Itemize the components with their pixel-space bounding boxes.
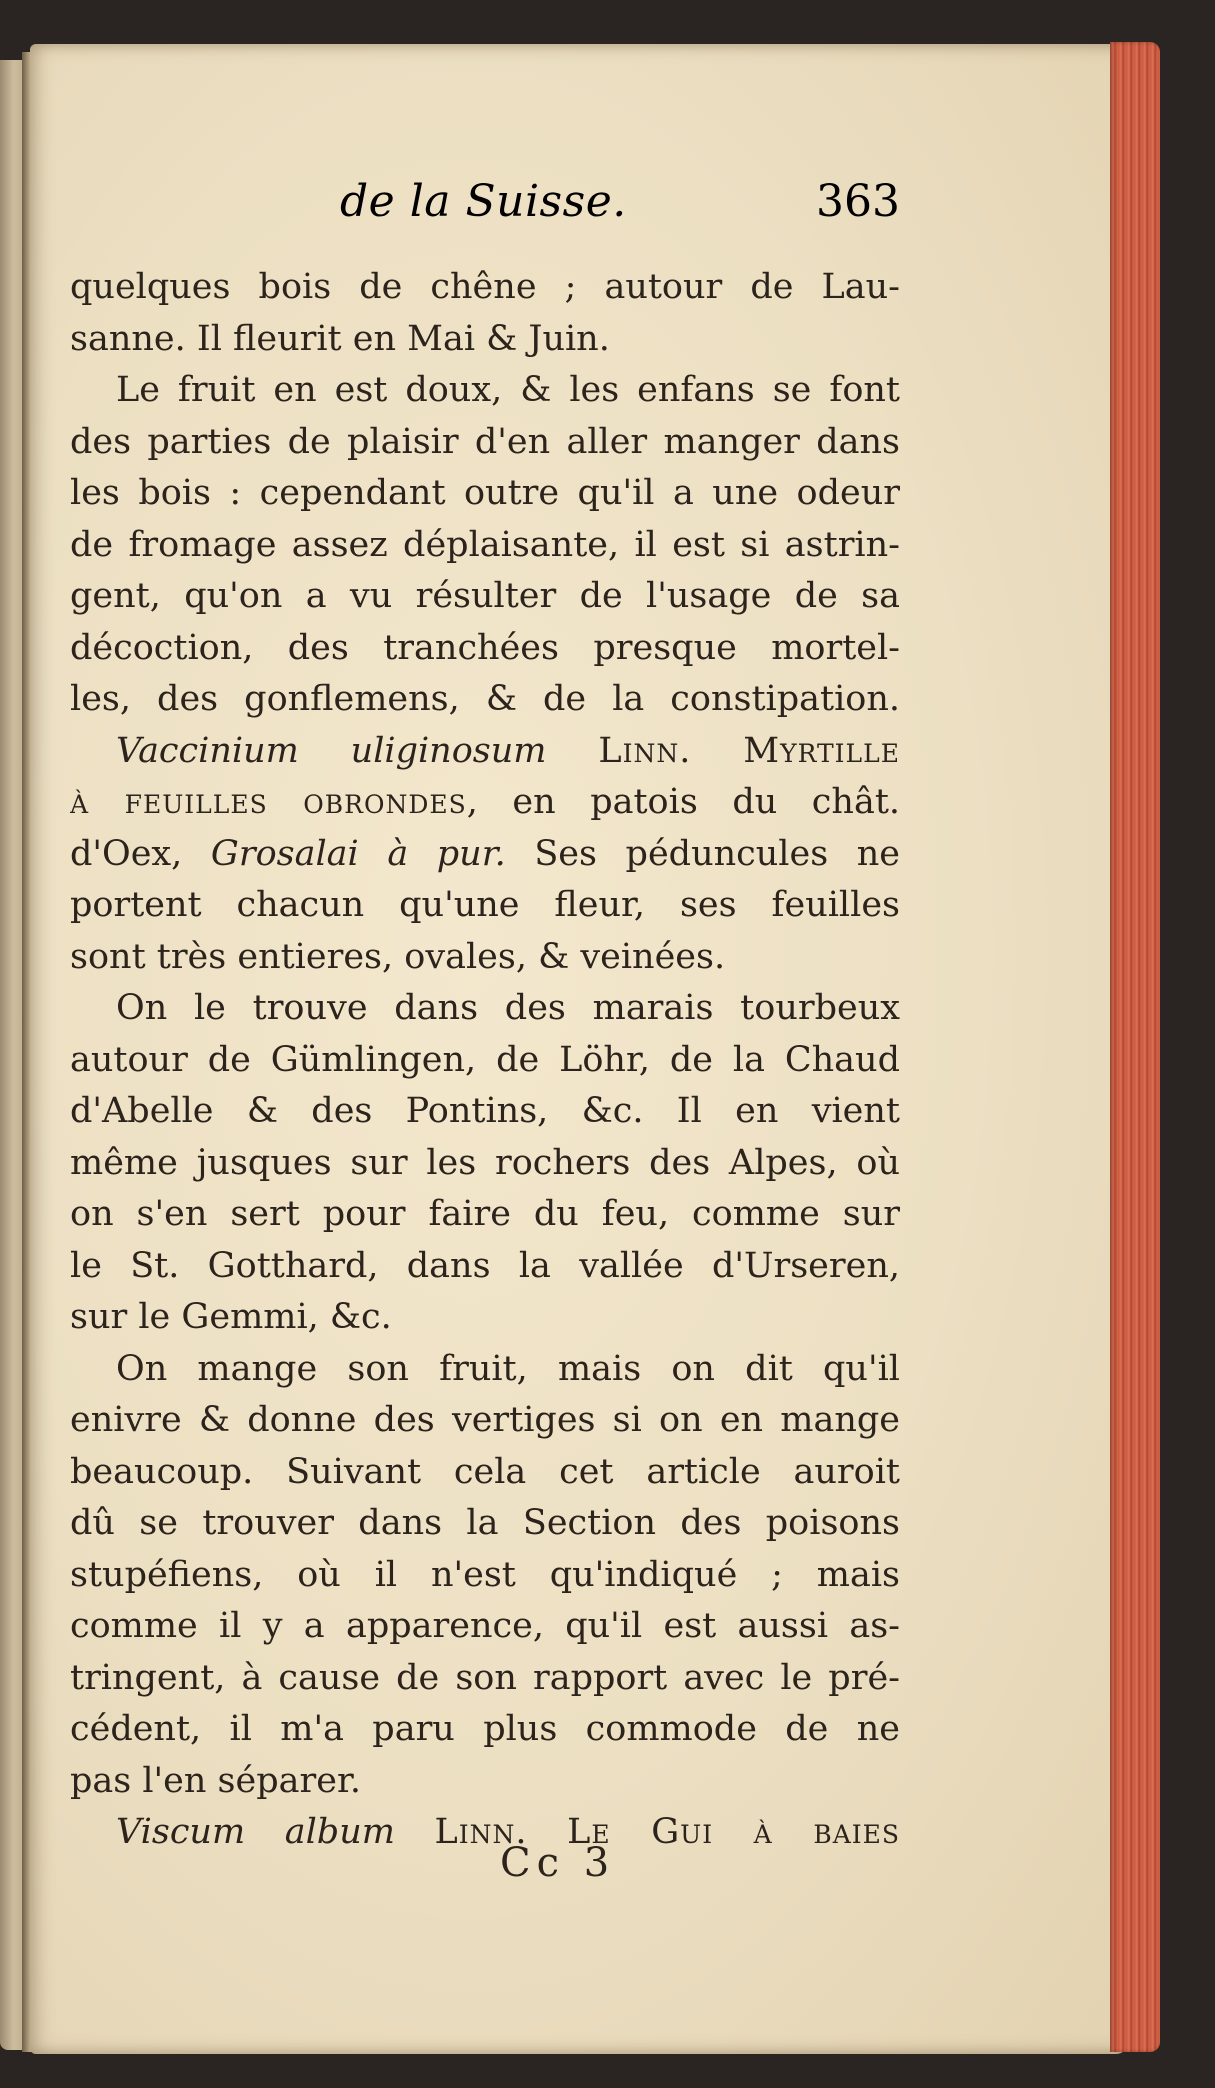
text-line: stupéfiens, où il n'est qu'indiqué ; mais	[70, 1554, 900, 1595]
species-heading-line	[70, 1807, 900, 1859]
text-line: décoction, des tranchées presque mortel-	[70, 627, 900, 668]
text-line: on s'en sert pour faire du feu, comme sur	[70, 1194, 900, 1234]
text-run: d'Oex,	[70, 833, 211, 874]
text-line: On le trouve dans des marais tourbeux	[116, 988, 900, 1028]
text-line: pas l'en séparer.	[70, 1760, 361, 1801]
common-name-cont: à feuilles obrondes	[70, 782, 467, 822]
text-line: les bois : cependant outre qu'il a une odeur	[70, 473, 900, 513]
signature-mark: Cc 3	[500, 1840, 616, 1886]
patois-name: Grosalai à pur.	[210, 833, 506, 874]
text-line: autour de Gümlingen, de Löhr, de la Chaud	[70, 1039, 900, 1080]
latin-name: Viscum album	[116, 1812, 395, 1852]
text-line: sur le Gemmi, &c.	[70, 1297, 392, 1337]
text-line: Le fruit en est doux, & les enfans se font	[116, 370, 900, 410]
text-line: le St. Gotthard, dans la vallée d'Urseren,	[70, 1245, 900, 1286]
text-line: dû se trouver dans la Section des poisons	[70, 1503, 900, 1543]
text-line: les, des gonflemens, & de la constipation.	[70, 679, 900, 719]
text-line: de fromage assez déplaisante, il est si astrin-	[70, 524, 900, 565]
text-line: quelques bois de chêne ; autour de Lau-	[70, 267, 900, 307]
author-abbrev: Linn.	[598, 730, 692, 771]
text-line: comme il y a apparence, qu'il est aussi as-	[70, 1606, 900, 1646]
text-line: portent chacun qu'une fleur, ses feuilles	[70, 885, 900, 925]
page-body	[70, 262, 900, 1859]
common-name: Myrtille	[743, 730, 900, 771]
text-run: Ses péduncules ne	[505, 833, 900, 874]
red-fore-edge	[1110, 42, 1160, 2052]
text-line	[70, 777, 900, 829]
text-line: d'Abelle & des Pontins, &c. Il en vient	[70, 1091, 900, 1131]
text-line: même jusques sur les rochers des Alpes, où	[70, 1142, 900, 1183]
latin-name: Vaccinium uliginosum	[116, 730, 547, 771]
author-abbrev: Linn.	[434, 1812, 528, 1852]
text-line: sanne. Il fleurit en Mai & Juin.	[70, 318, 610, 359]
text-line: enivre & donne des vertiges si on en mange	[70, 1400, 900, 1440]
text-line: cédent, il m'a paru plus commode de ne	[70, 1709, 900, 1749]
running-title: de la Suisse.	[340, 176, 627, 227]
text-line: gent, qu'on a vu résulter de l'usage de sa	[70, 576, 900, 616]
text-line: beaucoup. Suivant cela cet article auroit	[70, 1451, 900, 1492]
common-name: Le Gui à baies	[567, 1812, 900, 1852]
text-run: , en patois du chât.	[466, 782, 900, 822]
text-line: tringent, à cause de son rapport avec le pré-	[70, 1657, 900, 1698]
running-head	[70, 176, 900, 236]
text-line	[70, 829, 900, 881]
species-heading-line	[70, 726, 900, 778]
text-line: On mange son fruit, mais on dit qu'il	[116, 1348, 900, 1389]
text-line: sont très entieres, ovales, & veinées.	[70, 936, 726, 977]
text-line: des parties de plaisir d'en aller manger dans	[70, 421, 900, 462]
page-number: 363	[816, 176, 900, 227]
